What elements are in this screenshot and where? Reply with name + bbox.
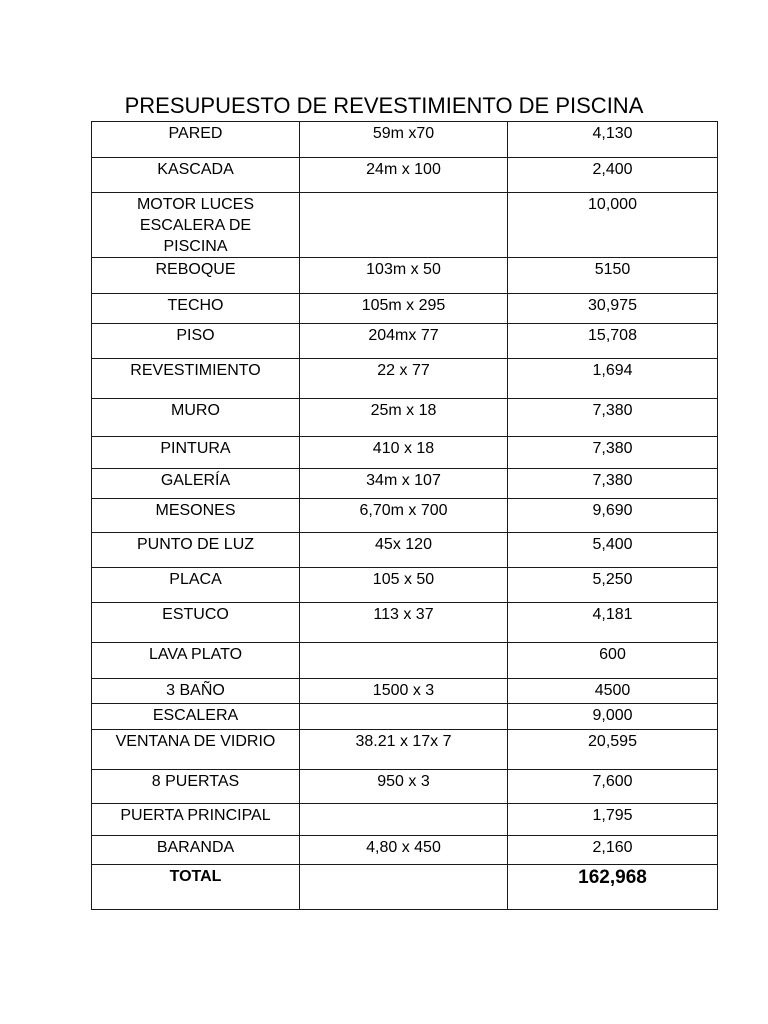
total-amount: 162,968: [508, 865, 718, 910]
measurement-cell: [300, 704, 508, 730]
measurement: 24m x 100: [300, 158, 508, 193]
item-name: MOTOR LUCES ESCALERA DE PISCINA: [136, 196, 255, 255]
item-name: ESTUCO: [92, 603, 300, 643]
total-label: TOTAL: [92, 865, 300, 910]
measurement-cell: [300, 643, 508, 679]
amount: 7,380: [508, 399, 718, 437]
table-row: [92, 469, 718, 499]
measurement: 25m x 18: [300, 399, 508, 437]
measurement: 38.21 x 17x 7: [300, 730, 508, 770]
measurement: 410 x 18: [300, 437, 508, 469]
table-row: [92, 804, 718, 836]
measurement: 204mx 77: [300, 324, 508, 359]
measurement: 6,70m x 700: [300, 499, 508, 533]
table-row: [92, 437, 718, 469]
amount: 15,708: [508, 324, 718, 359]
measurement-cell: [300, 804, 508, 836]
item-name-cell: [92, 193, 300, 258]
amount: 10,000: [508, 193, 718, 258]
table-row: [92, 770, 718, 804]
measurement: 34m x 107: [300, 469, 508, 499]
table-row: [92, 158, 718, 193]
table-row: [92, 399, 718, 437]
item-name: REBOQUE: [92, 258, 300, 294]
measurement: 1500 x 3: [300, 679, 508, 704]
item-name: REVESTIMIENTO: [92, 359, 300, 399]
measurement-cell: [300, 193, 508, 258]
amount: 4,130: [508, 122, 718, 158]
measurement: 113 x 37: [300, 603, 508, 643]
table-row: [92, 324, 718, 359]
measurement: 45x 120: [300, 533, 508, 568]
amount: 9,690: [508, 499, 718, 533]
measurement: 950 x 3: [300, 770, 508, 804]
amount: 600: [508, 643, 718, 679]
amount: 5,400: [508, 533, 718, 568]
amount: 7,600: [508, 770, 718, 804]
document-title: PRESUPUESTO DE REVESTIMIENTO DE PISCINA: [124, 93, 644, 118]
amount: 30,975: [508, 294, 718, 324]
item-name: 8 PUERTAS: [92, 770, 300, 804]
measurement: 103m x 50: [300, 258, 508, 294]
table-row: [92, 193, 718, 258]
amount: 5,250: [508, 568, 718, 603]
amount: 2,160: [508, 836, 718, 865]
item-name: PINTURA: [92, 437, 300, 469]
amount: 4,181: [508, 603, 718, 643]
item-name: TECHO: [92, 294, 300, 324]
item-name: MURO: [92, 399, 300, 437]
item-name: PISO: [92, 324, 300, 359]
table-row: [92, 643, 718, 679]
table-row: [92, 704, 718, 730]
item-name: KASCADA: [92, 158, 300, 193]
amount: 1,694: [508, 359, 718, 399]
measurement: 105m x 295: [300, 294, 508, 324]
amount: 1,795: [508, 804, 718, 836]
item-name: PARED: [92, 122, 300, 158]
amount: 9,000: [508, 704, 718, 730]
table-row: [92, 836, 718, 865]
amount: 4500: [508, 679, 718, 704]
total-row: [92, 865, 718, 910]
item-name: ESCALERA: [92, 704, 300, 730]
measurement: 4,80 x 450: [300, 836, 508, 865]
table-row: [92, 533, 718, 568]
amount: 7,380: [508, 437, 718, 469]
amount: 7,380: [508, 469, 718, 499]
table-row: [92, 499, 718, 533]
item-name: PUERTA PRINCIPAL: [92, 804, 300, 836]
item-name: BARANDA: [92, 836, 300, 865]
item-name: 3 BAÑO: [92, 679, 300, 704]
amount: 20,595: [508, 730, 718, 770]
item-name: PUNTO DE LUZ: [92, 533, 300, 568]
table-row: [92, 568, 718, 603]
item-name: PLACA: [92, 568, 300, 603]
item-name: LAVA PLATO: [92, 643, 300, 679]
amount: 5150: [508, 258, 718, 294]
budget-table: [91, 121, 718, 910]
item-name: VENTANA DE VIDRIO: [92, 730, 300, 770]
table-row: [92, 258, 718, 294]
table-row: [92, 679, 718, 704]
table-row: [92, 730, 718, 770]
amount: 2,400: [508, 158, 718, 193]
table-row: [92, 122, 718, 158]
measurement: 59m x70: [300, 122, 508, 158]
table-row: [92, 294, 718, 324]
measurement: 22 x 77: [300, 359, 508, 399]
item-name: MESONES: [92, 499, 300, 533]
measurement: 105 x 50: [300, 568, 508, 603]
table-row: [92, 359, 718, 399]
table-row: [92, 603, 718, 643]
total-measurement-cell: [300, 865, 508, 910]
item-name: GALERÍA: [92, 469, 300, 499]
